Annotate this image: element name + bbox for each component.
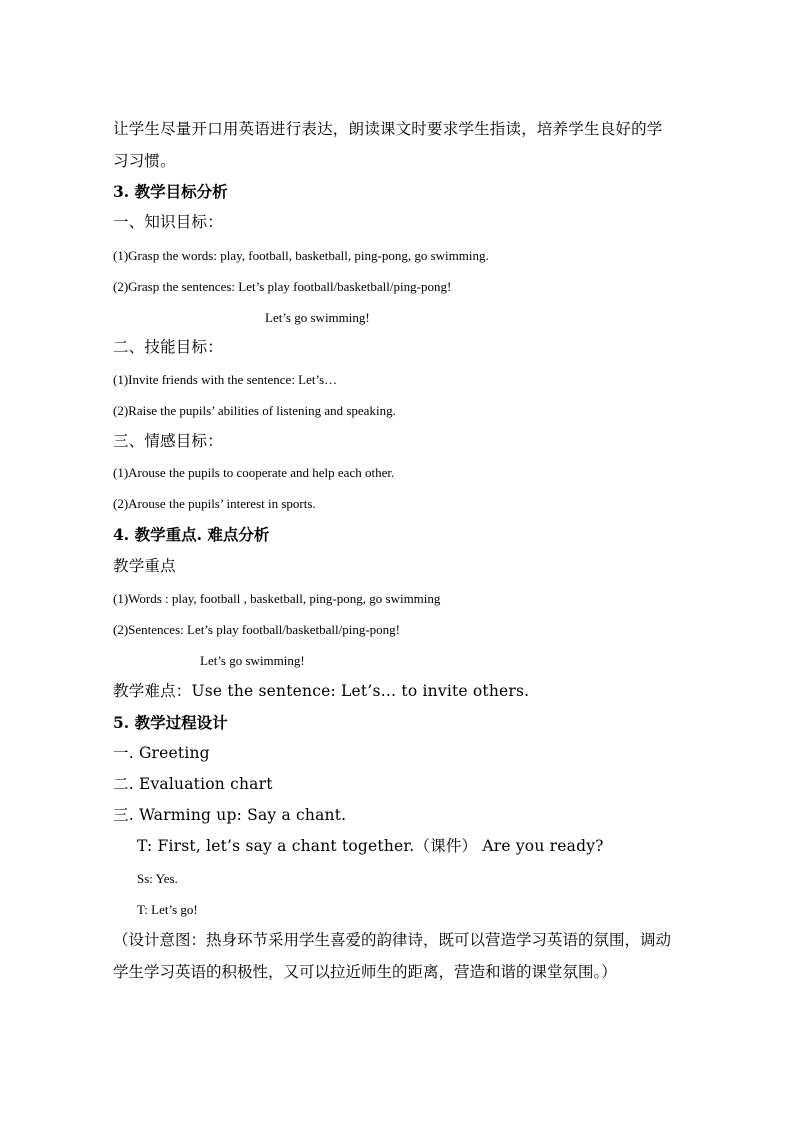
- step-evaluation-chart: 二. Evaluation chart: [113, 775, 273, 793]
- section-4-heading: 4. 教学重点. 难点分析: [113, 525, 270, 544]
- dialogue-students: Ss: Yes.: [137, 871, 178, 886]
- design-note-line-1: （设计意图：热身环节采用学生喜爱的韵律诗，既可以营造学习英语的氛围，调动: [113, 931, 672, 949]
- knowledge-goal-1: (1)Grasp the words: play, football, basketball, ping-pong, go swimming.: [113, 248, 489, 263]
- section-3-heading: 3. 教学目标分析: [113, 182, 228, 201]
- skill-goal-2: (2)Raise the pupils’ abilities of listening and speaking.: [113, 403, 396, 418]
- knowledge-goals-title: 一、知识目标：: [113, 213, 223, 231]
- key-point-words: (1)Words : play, football , basketball, ping-pong, go swimming: [113, 591, 441, 606]
- design-note-line-2: 学生学习英语的积极性，又可以拉近师生的距离，营造和谐的课堂氛围。）: [113, 963, 617, 981]
- skill-goals-title: 二、技能目标：: [113, 338, 223, 356]
- dialogue-teacher-1: T: First, let’s say a chant together.（课件） Are you ready?: [137, 837, 604, 855]
- emotion-goals-title: 三、情感目标：: [113, 432, 223, 450]
- intro-line-2: 习习惯。: [113, 152, 176, 170]
- skill-goal-1: (1)Invite friends with the sentence: Let’s…: [113, 372, 338, 387]
- knowledge-goal-2-continued: Let’s go swimming!: [265, 310, 370, 325]
- section-5-heading: 5. 教学过程设计: [113, 713, 228, 732]
- key-point-sentences-continued: Let’s go swimming!: [200, 653, 305, 668]
- difficulty-point: 教学难点：Use the sentence: Let’s… to invite others.: [113, 682, 530, 700]
- key-point-sentences: (2)Sentences: Let’s play football/basketball/ping-pong!: [113, 622, 401, 637]
- emotion-goal-1: (1)Arouse the pupils to cooperate and help each other.: [113, 465, 395, 480]
- step-warming-up: 三. Warming up: Say a chant.: [113, 806, 347, 824]
- key-points-title: 教学重点: [113, 557, 176, 575]
- step-greeting: 一. Greeting: [113, 744, 210, 762]
- emotion-goal-2: (2)Arouse the pupils’ interest in sports.: [113, 496, 316, 511]
- dialogue-teacher-2: T: Let’s go!: [137, 902, 198, 917]
- intro-line-1: 让学生尽量开口用英语进行表达，朗读课文时要求学生指读，培养学生良好的学: [113, 120, 663, 138]
- knowledge-goal-2: (2)Grasp the sentences: Let’s play football/basketball/ping-pong!: [113, 279, 452, 294]
